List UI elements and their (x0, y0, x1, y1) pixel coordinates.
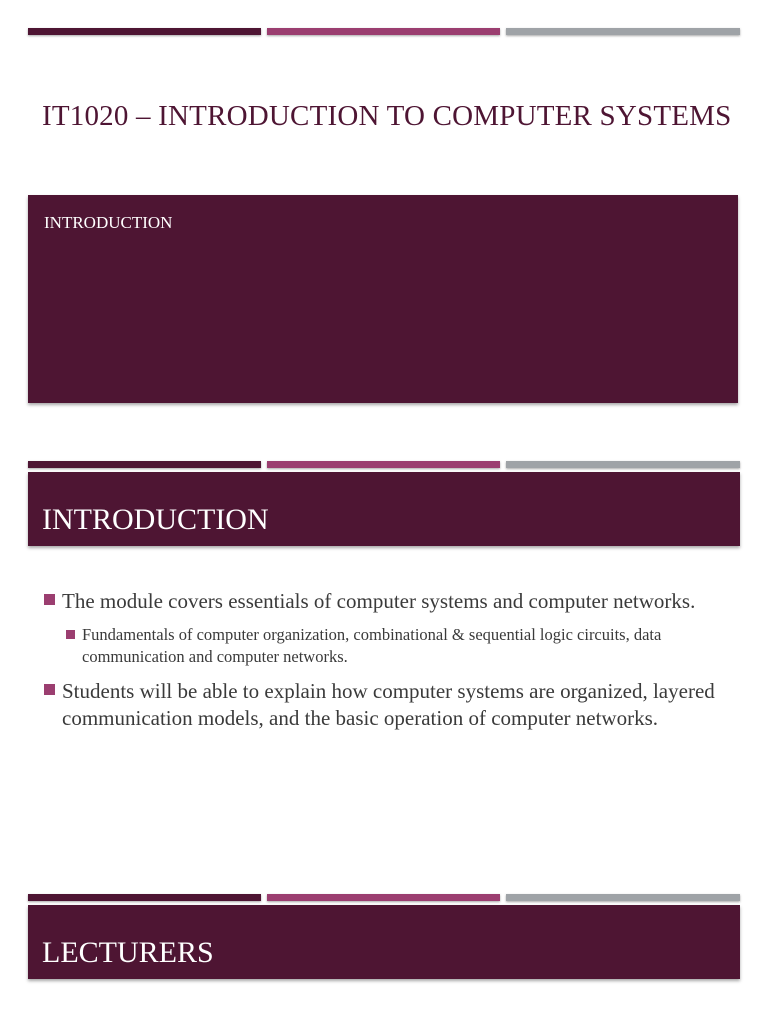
slide3-heading: LECTURERS (42, 936, 214, 969)
bullet-text: The module covers essentials of computer systems and computer networks. (62, 589, 696, 613)
stripe-dark (28, 461, 261, 468)
bullet-text: Students will be able to explain how computer systems are organized, layered communication models, and the basic operation of computer networks. (62, 679, 715, 730)
stripe-accent (267, 28, 500, 35)
stripe-dark (28, 28, 261, 35)
sub-bullet-text: Fundamentals of computer organization, combinational & sequential logic circuits, data communication and computer networks. (82, 625, 662, 666)
slide2-heading: INTRODUCTION (42, 503, 269, 536)
square-bullet-icon (66, 630, 75, 639)
stripe-gray (506, 461, 740, 468)
slide1-subtitle-box (28, 195, 738, 403)
slide2-bullet-list (44, 588, 734, 741)
slide3-header-bar (28, 905, 740, 979)
square-bullet-icon (44, 594, 55, 605)
slide1-subtitle: INTRODUCTION (44, 213, 173, 232)
slide2-top-stripes (28, 461, 740, 468)
stripe-gray (506, 28, 740, 35)
sub-bullet-item (44, 624, 734, 668)
stripe-gray (506, 894, 740, 901)
bullet-item (44, 588, 734, 615)
stripe-dark (28, 894, 261, 901)
bullet-item (44, 678, 734, 732)
slide1-title: IT1020 – INTRODUCTION TO COMPUTER SYSTEMS (42, 100, 732, 132)
slide3-top-stripes (28, 894, 740, 901)
stripe-accent (267, 461, 500, 468)
stripe-accent (267, 894, 500, 901)
slide2-header-bar (28, 472, 740, 546)
slide1-top-stripes (28, 28, 740, 35)
square-bullet-icon (44, 684, 55, 695)
